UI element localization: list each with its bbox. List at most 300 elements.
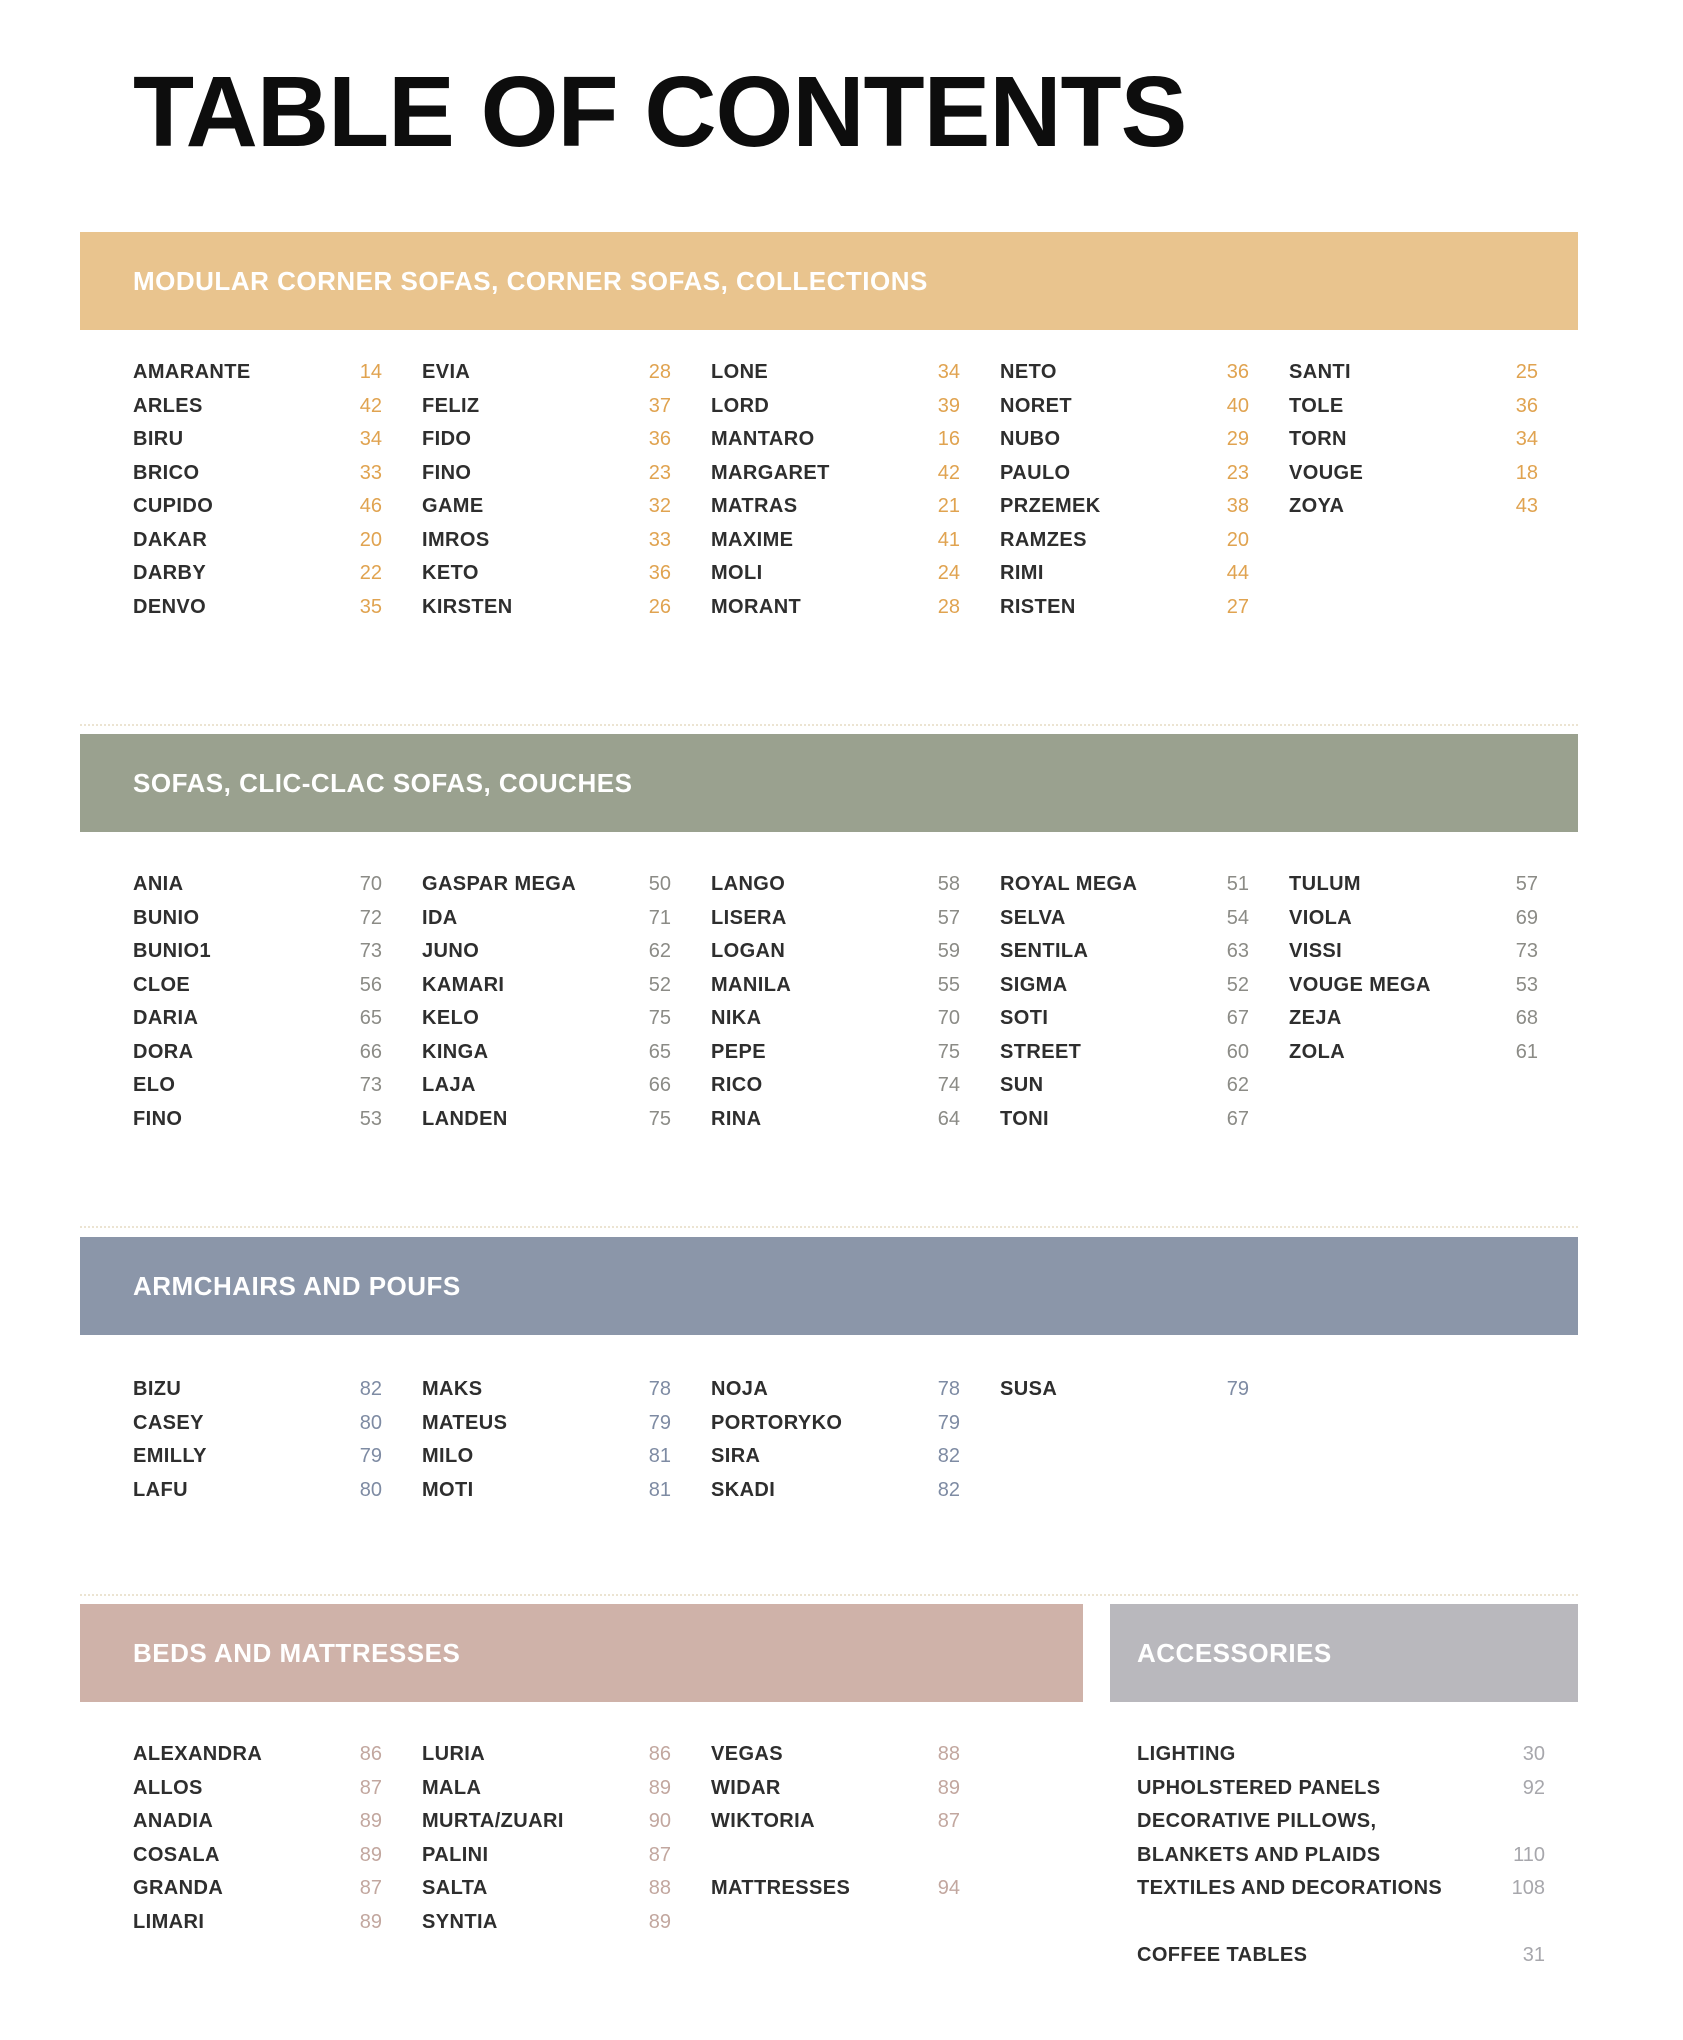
toc-entry: [133, 1373, 382, 1407]
toc-entry-label: BUNIO1: [133, 940, 211, 962]
toc-column: [711, 356, 1000, 624]
toc-entry-page-number: 46: [359, 495, 382, 517]
toc-entry-page-number: 51: [1226, 873, 1249, 895]
toc-entry-label: KELO: [422, 1007, 480, 1029]
section-header-label: MODULAR CORNER SOFAS, CORNER SOFAS, COLLECTIONS: [133, 265, 928, 296]
toc-entry-page-number: 42: [359, 394, 382, 417]
toc-entry: [133, 1738, 382, 1772]
toc-entry-page-number: 23: [1226, 461, 1249, 484]
toc-entry-label: DARIA: [133, 1007, 199, 1029]
toc-entry-page-number: 23: [648, 461, 671, 484]
toc-entry-page-number: 43: [1515, 495, 1538, 517]
toc-entry-page-number: 73: [359, 1074, 382, 1096]
toc-entry-label: KAMARI: [422, 973, 505, 996]
toc-entry-page-number: 65: [648, 1040, 671, 1063]
page-title: TABLE OF CONTENTS: [133, 56, 1187, 168]
toc-entry: [422, 1805, 671, 1839]
toc-entry-page-number: 36: [648, 562, 671, 584]
toc-list-modular: [133, 356, 1578, 624]
toc-entry: [422, 1474, 671, 1508]
toc-entry: [133, 1805, 382, 1839]
toc-entry: [1137, 1872, 1545, 1906]
toc-entry-label: ROYAL MEGA: [1000, 873, 1138, 895]
toc-entry-page-number: 67: [1226, 1007, 1249, 1029]
toc-entry-page-number: 87: [359, 1877, 382, 1899]
toc-entry-page-number: 28: [648, 361, 671, 383]
toc-entry-label: PALINI: [422, 1843, 489, 1866]
toc-entry-page-number: 75: [648, 1007, 671, 1029]
toc-entry-label: MILO: [422, 1445, 474, 1467]
toc-entry: [711, 1772, 960, 1806]
toc-entry-label: GASPAR MEGA: [422, 873, 577, 895]
toc-entry-label: COSALA: [133, 1843, 220, 1866]
toc-entry: [1289, 356, 1538, 390]
toc-entry-page-number: 62: [1226, 1074, 1249, 1096]
toc-entry-label: MALA: [422, 1776, 482, 1799]
toc-entry: [133, 591, 382, 625]
toc-entry-label: ARLES: [133, 394, 203, 417]
toc-entry: [1000, 1069, 1249, 1103]
toc-entry-page-number: 20: [359, 528, 382, 551]
toc-entry-label: STREET: [1000, 1040, 1082, 1063]
toc-entry-label: AMARANTE: [133, 361, 251, 383]
toc-entry: [133, 1872, 382, 1906]
bottom-sections-row: [80, 1604, 1578, 1973]
toc-column: [1000, 356, 1289, 624]
toc-entry-page-number: 27: [1226, 595, 1249, 618]
toc-entry-label: TORN: [1289, 428, 1347, 450]
toc-entry: [711, 868, 960, 902]
toc-column: [133, 1738, 422, 1939]
toc-entry-page-number: 36: [1515, 394, 1538, 417]
toc-entry-label: LAFU: [133, 1478, 188, 1501]
toc-entry: [711, 1738, 960, 1772]
toc-entry: [1289, 490, 1538, 524]
toc-entry-label: MANILA: [711, 973, 792, 996]
toc-entry-label: NETO: [1000, 361, 1057, 383]
toc-entry-label: MATRAS: [711, 495, 798, 517]
toc-column: [711, 1738, 1000, 1939]
toc-entry-label: VISSI: [1289, 940, 1343, 962]
toc-entry-label: CUPIDO: [133, 495, 214, 517]
section-divider: [80, 1226, 1578, 1228]
toc-entry-label: DECORATIVE PILLOWS,: [1137, 1810, 1377, 1832]
toc-entry: [422, 902, 671, 936]
toc-entry-page-number: 56: [359, 973, 382, 996]
toc-entry: [1000, 524, 1249, 558]
toc-entry-label: ANIA: [133, 873, 184, 895]
toc-entry: [1000, 935, 1249, 969]
toc-entry-page-number: 73: [1515, 940, 1538, 962]
toc-entry-label: RICO: [711, 1074, 763, 1096]
toc-entry: [1000, 557, 1249, 591]
toc-entry-label: NIKA: [711, 1007, 762, 1029]
toc-entry-page-number: 42: [937, 461, 960, 484]
toc-entry: [422, 868, 671, 902]
toc-entry-page-number: 70: [937, 1007, 960, 1029]
toc-entry: [1289, 969, 1538, 1003]
toc-entry-label: LURIA: [422, 1743, 486, 1765]
toc-entry: [1289, 902, 1538, 936]
toc-entry: [422, 457, 671, 491]
toc-entry: [1137, 1939, 1545, 1973]
toc-entry: [711, 1036, 960, 1070]
toc-entry: [711, 1872, 960, 1906]
toc-entry-page-number: 18: [1515, 461, 1538, 484]
toc-column: [422, 868, 711, 1136]
toc-entry-page-number: 87: [937, 1810, 960, 1832]
toc-column: [422, 1738, 711, 1939]
toc-entry-page-number: 36: [1226, 361, 1249, 383]
toc-entry: [711, 1407, 960, 1441]
toc-entry: [1289, 390, 1538, 424]
toc-entry-label: SANTI: [1289, 361, 1351, 383]
toc-entry-label: PEPE: [711, 1040, 766, 1063]
toc-entry: [1137, 1738, 1545, 1772]
toc-entry-page-number: 74: [937, 1074, 960, 1096]
toc-entry-page-number: 79: [937, 1411, 960, 1434]
section-header-band-accessories: [1110, 1604, 1578, 1702]
toc-entry-page-number: 57: [1515, 873, 1538, 895]
toc-entry-label: BIRU: [133, 428, 184, 450]
toc-entry-page-number: 55: [937, 973, 960, 996]
toc-entry: [1289, 457, 1538, 491]
toc-entry-label: CLOE: [133, 973, 191, 996]
section-header-label: ARMCHAIRS AND POUFS: [133, 1270, 461, 1301]
toc-column: [711, 1373, 1000, 1507]
toc-entry-label: SKADI: [711, 1478, 776, 1501]
toc-entry-label: LOGAN: [711, 940, 786, 962]
toc-entry-page-number: 61: [1515, 1040, 1538, 1063]
section-modular-corner-sofas: [80, 232, 1578, 624]
toc-entry-page-number: 82: [359, 1378, 382, 1400]
toc-entry-page-number: 14: [359, 361, 382, 383]
toc-entry: [1289, 1036, 1538, 1070]
toc-entry: [1137, 1839, 1545, 1873]
toc-column: [133, 356, 422, 624]
toc-entry-page-number: 73: [359, 940, 382, 962]
toc-column: [1289, 868, 1578, 1136]
toc-entry: [711, 1474, 960, 1508]
toc-entry: [1137, 1772, 1545, 1806]
toc-entry-page-number: 62: [648, 940, 671, 962]
toc-entry: [133, 1002, 382, 1036]
toc-entry-page-number: 89: [648, 1776, 671, 1799]
section-armchairs-poufs: [80, 1237, 1578, 1507]
toc-spacer-row: [711, 1839, 960, 1873]
toc-entry-label: RISTEN: [1000, 595, 1076, 618]
toc-entry-page-number: 41: [937, 528, 960, 551]
section-header-label: SOFAS, CLIC-CLAC SOFAS, COUCHES: [133, 767, 633, 798]
toc-entry: [422, 1103, 671, 1137]
toc-entry-label: ANADIA: [133, 1810, 214, 1832]
toc-entry: [1000, 1036, 1249, 1070]
toc-entry-label: ZOYA: [1289, 495, 1345, 517]
toc-entry-page-number: 67: [1226, 1107, 1249, 1130]
toc-list-armchairs: [133, 1373, 1578, 1507]
toc-entry: [711, 423, 960, 457]
section-header-band-beds: [80, 1604, 1083, 1702]
toc-entry: [422, 1036, 671, 1070]
toc-entry: [711, 969, 960, 1003]
toc-entry-page-number: 34: [937, 361, 960, 383]
toc-entry-page-number: 81: [648, 1478, 671, 1501]
toc-entry: [1289, 1002, 1538, 1036]
toc-entry-page-number: 39: [937, 394, 960, 417]
toc-entry-page-number: 92: [1522, 1776, 1545, 1799]
toc-entry: [422, 969, 671, 1003]
toc-entry: [1137, 1805, 1545, 1839]
toc-entry: [133, 524, 382, 558]
toc-entry-page-number: 44: [1226, 562, 1249, 584]
toc-entry-page-number: 80: [359, 1411, 382, 1434]
toc-entry-page-number: 79: [359, 1445, 382, 1467]
toc-column: [422, 1373, 711, 1507]
toc-entry-label: VIOLA: [1289, 906, 1353, 929]
toc-entry: [133, 1036, 382, 1070]
toc-entry-label: WIKTORIA: [711, 1810, 815, 1832]
toc-entry: [711, 524, 960, 558]
toc-entry: [711, 1805, 960, 1839]
toc-entry-page-number: 40: [1226, 394, 1249, 417]
toc-entry-page-number: 66: [359, 1040, 382, 1063]
toc-entry: [711, 591, 960, 625]
toc-entry: [133, 1474, 382, 1508]
toc-entry-label: PAULO: [1000, 461, 1071, 484]
toc-entry-label: MOTI: [422, 1478, 474, 1501]
toc-entry-label: IMROS: [422, 528, 490, 551]
toc-entry-label: LISERA: [711, 906, 787, 929]
toc-entry-page-number: 52: [1226, 973, 1249, 996]
toc-entry-page-number: 75: [937, 1040, 960, 1063]
toc-entry-page-number: 33: [359, 461, 382, 484]
toc-entry-page-number: 72: [359, 906, 382, 929]
toc-entry-label: PRZEMEK: [1000, 495, 1101, 517]
toc-entry-page-number: 34: [1515, 428, 1538, 450]
section-divider: [80, 724, 1578, 726]
toc-entry-page-number: 57: [937, 906, 960, 929]
toc-entry-label: MATEUS: [422, 1411, 508, 1434]
toc-entry: [422, 1872, 671, 1906]
toc-entry: [1000, 1002, 1249, 1036]
toc-entry-label: KIRSTEN: [422, 595, 513, 618]
toc-entry: [422, 1407, 671, 1441]
toc-entry-page-number: 58: [937, 873, 960, 895]
toc-entry-page-number: 87: [648, 1843, 671, 1866]
toc-entry-label: SOTI: [1000, 1007, 1049, 1029]
toc-entry-page-number: 24: [937, 562, 960, 584]
toc-entry: [711, 457, 960, 491]
toc-entry-label: ELO: [133, 1074, 176, 1096]
toc-entry-label: DORA: [133, 1040, 194, 1063]
toc-entry-page-number: 50: [648, 873, 671, 895]
toc-entry-page-number: 108: [1511, 1877, 1545, 1899]
toc-entry-label: ALEXANDRA: [133, 1743, 263, 1765]
toc-entry-page-number: 71: [648, 906, 671, 929]
section-header-label: BEDS AND MATTRESSES: [133, 1637, 461, 1668]
toc-column: [711, 868, 1000, 1136]
toc-entry-label: SUSA: [1000, 1378, 1058, 1400]
toc-entry-page-number: 20: [1226, 528, 1249, 551]
toc-entry-page-number: 53: [1515, 973, 1538, 996]
toc-entry: [133, 557, 382, 591]
toc-entry-page-number: 16: [937, 428, 960, 450]
toc-entry-page-number: 89: [359, 1910, 382, 1933]
toc-entry-page-number: 33: [648, 528, 671, 551]
toc-entry-label: PORTORYKO: [711, 1411, 843, 1434]
toc-entry: [711, 902, 960, 936]
toc-entry-label: MANTARO: [711, 428, 815, 450]
toc-entry-label: NORET: [1000, 394, 1072, 417]
toc-entry: [133, 457, 382, 491]
toc-entry-page-number: 79: [648, 1411, 671, 1434]
toc-entry-label: LANGO: [711, 873, 786, 895]
toc-entry: [422, 557, 671, 591]
toc-entry-page-number: 54: [1226, 906, 1249, 929]
toc-entry-label: WIDAR: [711, 1776, 781, 1799]
toc-entry-page-number: 25: [1515, 361, 1538, 383]
toc-entry-page-number: 87: [359, 1776, 382, 1799]
toc-entry-page-number: 88: [648, 1877, 671, 1899]
toc-entry: [422, 524, 671, 558]
toc-entry-page-number: 38: [1226, 495, 1249, 517]
toc-entry-page-number: 78: [937, 1378, 960, 1400]
toc-entry: [133, 1906, 382, 1940]
toc-entry-label: DENVO: [133, 595, 207, 618]
toc-entry-label: SALTA: [422, 1877, 488, 1899]
toc-entry-label: GRANDA: [133, 1877, 224, 1899]
toc-entry: [1000, 868, 1249, 902]
toc-entry: [133, 868, 382, 902]
toc-entry-label: SIGMA: [1000, 973, 1068, 996]
toc-spacer-row: [1137, 1906, 1545, 1940]
toc-entry: [133, 902, 382, 936]
toc-list-beds: [133, 1738, 1000, 1939]
toc-entry-page-number: 36: [648, 428, 671, 450]
toc-column: [422, 356, 711, 624]
toc-entry-label: MATTRESSES: [711, 1877, 851, 1899]
toc-entry-label: ZOLA: [1289, 1040, 1346, 1063]
toc-entry: [1000, 591, 1249, 625]
toc-entry-label: LIGHTING: [1137, 1743, 1236, 1765]
toc-entry-label: TOLE: [1289, 394, 1344, 417]
toc-entry-page-number: 90: [648, 1810, 671, 1832]
toc-entry-page-number: 89: [937, 1776, 960, 1799]
toc-entry-page-number: 79: [1226, 1378, 1249, 1400]
toc-entry-page-number: 22: [359, 562, 382, 584]
toc-entry: [422, 1373, 671, 1407]
toc-entry-label: SYNTIA: [422, 1910, 498, 1933]
toc-entry-page-number: 78: [648, 1378, 671, 1400]
toc-entry-label: VOUGE MEGA: [1289, 973, 1431, 996]
toc-entry-page-number: 89: [359, 1843, 382, 1866]
toc-entry-page-number: 29: [1226, 428, 1249, 450]
toc-list-sofas: [133, 868, 1578, 1136]
toc-entry-label: EMILLY: [133, 1445, 207, 1467]
toc-entry-label: VOUGE: [1289, 461, 1364, 484]
toc-entry: [1289, 868, 1538, 902]
toc-entry-label: LIMARI: [133, 1910, 205, 1933]
toc-entry-label: MURTA/ZUARI: [422, 1810, 564, 1832]
toc-entry-page-number: 30: [1522, 1743, 1545, 1765]
toc-entry-label: JUNO: [422, 940, 480, 962]
toc-entry-label: IDA: [422, 906, 458, 929]
toc-entry-page-number: 89: [359, 1810, 382, 1832]
toc-entry-page-number: 31: [1522, 1944, 1545, 1966]
toc-entry-label: RINA: [711, 1107, 762, 1130]
toc-entry: [1000, 1373, 1249, 1407]
toc-column: [1000, 1373, 1289, 1507]
toc-entry: [422, 1440, 671, 1474]
toc-entry-label: DARBY: [133, 562, 207, 584]
toc-entry-label: LONE: [711, 361, 769, 383]
toc-entry-label: SENTILA: [1000, 940, 1089, 962]
toc-entry: [422, 490, 671, 524]
toc-entry-label: COFFEE TABLES: [1137, 1944, 1308, 1966]
toc-entry-page-number: 34: [359, 428, 382, 450]
toc-entry-label: TEXTILES AND DECORATIONS: [1137, 1877, 1443, 1899]
toc-entry-label: RAMZES: [1000, 528, 1087, 551]
toc-entry: [1000, 356, 1249, 390]
section-header-band-armchairs: [80, 1237, 1578, 1335]
toc-entry-label: FINO: [422, 461, 472, 484]
toc-entry-page-number: 59: [937, 940, 960, 962]
toc-entry-page-number: 52: [648, 973, 671, 996]
toc-column: [1289, 356, 1578, 624]
toc-entry: [711, 356, 960, 390]
toc-entry: [711, 1103, 960, 1137]
toc-entry: [1289, 935, 1538, 969]
toc-entry-label: FINO: [133, 1107, 183, 1130]
toc-column: [1137, 1738, 1545, 1973]
toc-entry-page-number: 26: [648, 595, 671, 618]
toc-entry: [422, 591, 671, 625]
toc-entry-label: KETO: [422, 562, 479, 584]
toc-entry-label: MARGARET: [711, 461, 830, 484]
toc-entry: [711, 1373, 960, 1407]
toc-entry: [133, 1103, 382, 1137]
toc-entry: [1000, 490, 1249, 524]
toc-entry-label: CASEY: [133, 1411, 204, 1434]
toc-entry: [1289, 423, 1538, 457]
toc-entry: [133, 423, 382, 457]
toc-entry: [133, 356, 382, 390]
toc-entry-label: TULUM: [1289, 873, 1361, 895]
toc-entry-page-number: 63: [1226, 940, 1249, 962]
toc-entry: [422, 356, 671, 390]
toc-entry: [133, 390, 382, 424]
toc-entry: [711, 1069, 960, 1103]
toc-entry-label: UPHOLSTERED PANELS: [1137, 1776, 1381, 1799]
toc-entry-page-number: 89: [648, 1910, 671, 1933]
toc-entry: [1000, 969, 1249, 1003]
toc-entry: [711, 1002, 960, 1036]
toc-entry-label: MOLI: [711, 562, 763, 584]
toc-entry-label: SIRA: [711, 1445, 761, 1467]
toc-entry-page-number: 60: [1226, 1040, 1249, 1063]
toc-entry: [422, 423, 671, 457]
toc-entry-page-number: 35: [359, 595, 382, 618]
toc-entry: [133, 935, 382, 969]
toc-entry: [422, 390, 671, 424]
toc-entry-page-number: 69: [1515, 906, 1538, 929]
toc-entry-label: LORD: [711, 394, 770, 417]
toc-entry: [133, 490, 382, 524]
toc-column: [133, 1373, 422, 1507]
toc-entry: [711, 390, 960, 424]
toc-entry-page-number: 94: [937, 1877, 960, 1899]
toc-entry: [422, 935, 671, 969]
